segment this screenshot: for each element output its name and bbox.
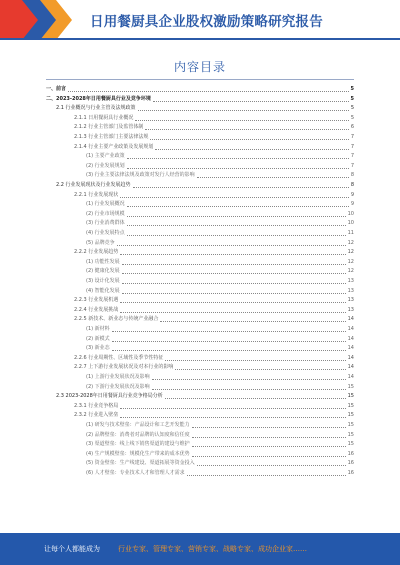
toc-entry-text: 2.2.7 上下游行业发展状况及对本行业的影响 <box>74 364 174 371</box>
toc-leader-dots <box>175 369 345 370</box>
page-footer <box>0 533 400 565</box>
toc-entry[interactable] <box>74 306 354 315</box>
toc-entry-page: 14 <box>347 326 354 332</box>
toc-entry-text: 2.3.2 行业进入壁垒 <box>74 412 119 419</box>
toc-leader-dots <box>187 475 346 476</box>
toc-entry[interactable] <box>86 335 354 344</box>
header-divider <box>0 38 400 40</box>
toc-entry[interactable] <box>74 296 354 305</box>
toc-entry-page: 15 <box>347 402 354 409</box>
toc-entry-text: 二、2023-2028年日用餐厨具行业及竞争环境 <box>46 95 151 102</box>
toc-entry-page: 10 <box>347 220 354 227</box>
toc-leader-dots <box>165 398 346 399</box>
toc-leader-dots <box>197 465 346 466</box>
toc-entry[interactable] <box>86 440 354 449</box>
toc-entry-text: (1) 上游行业发展状况及影响 <box>86 374 150 380</box>
toc-entry-page: 16 <box>347 470 354 476</box>
toc-entry-page: 13 <box>347 287 354 294</box>
toc-entry[interactable] <box>86 229 354 238</box>
toc-leader-dots <box>197 177 349 178</box>
toc-leader-dots <box>127 206 349 207</box>
toc-leader-dots <box>192 427 346 428</box>
toc-entry-text: (4) 行业发展特点 <box>86 230 125 236</box>
toc-entry[interactable] <box>74 114 354 123</box>
toc-entry[interactable] <box>74 248 354 257</box>
toc-entry-page: 12 <box>347 239 354 246</box>
toc-entry-text: (3) 新业态 <box>86 345 110 352</box>
toc-leader-dots <box>117 245 346 246</box>
toc-entry-page: 12 <box>347 268 354 275</box>
toc-entry-page: 15 <box>347 422 354 428</box>
toc-entry[interactable] <box>86 287 354 296</box>
toc-entry-page: 5 <box>350 86 354 92</box>
toc-entry[interactable] <box>56 104 354 113</box>
toc-leader-dots <box>120 312 345 313</box>
toc-entry-text: (2) 品牌壁垒：消费者对品牌的认知度和信任度 <box>86 431 190 438</box>
toc-entry-text: (2) 健康化发展 <box>86 268 120 275</box>
toc-entry-text: (6) 人才壁垒：专业技术人才和管理人才需求 <box>86 470 185 476</box>
toc-entry-page: 7 <box>350 153 354 160</box>
toc-entry[interactable] <box>74 133 354 142</box>
toc-entry-page: 15 <box>347 441 354 448</box>
toc-leader-dots <box>127 225 346 226</box>
toc-leader-dots <box>192 456 346 457</box>
toc-entry-page: 14 <box>347 316 354 323</box>
toc-entry[interactable] <box>86 171 354 180</box>
toc-entry-text: 2.1.3 行业主管部门主要法律法规 <box>74 134 149 140</box>
toc-entry-page: 9 <box>350 191 354 198</box>
toc-leader-dots <box>112 350 346 351</box>
toc-entry[interactable] <box>86 325 354 334</box>
toc-entry-text: (5) 资金壁垒：生产线建设、渠道拓展等资金投入 <box>86 460 195 467</box>
toc-entry[interactable] <box>86 469 354 478</box>
toc-entry-text: (2) 行业发展规划 <box>86 162 125 169</box>
toc-entry-page: 8 <box>350 172 354 179</box>
toc-entry-page: 5 <box>350 114 354 121</box>
toc-leader-dots <box>120 408 345 409</box>
toc-entry-page: 8 <box>350 182 354 188</box>
toc-entry-page: 6 <box>350 124 354 131</box>
toc-entry-text: (1) 行业发展概况 <box>86 201 125 208</box>
toc-entry[interactable] <box>86 450 354 459</box>
toc-entry-page: 5 <box>350 105 354 112</box>
toc-leader-dots <box>138 110 349 111</box>
toc-leader-dots <box>122 264 346 265</box>
toc-leader-dots <box>133 187 349 188</box>
toc-entry-page: 15 <box>347 383 354 390</box>
toc-entry-text: 2.1.1 日用餐厨具行业概况 <box>74 114 134 121</box>
toc-entry[interactable] <box>86 239 354 248</box>
toc-entry-text: (2) 行业市场规模 <box>86 210 125 217</box>
toc-entry-page: 16 <box>347 460 354 467</box>
brand-logo <box>0 0 72 40</box>
toc-entry[interactable] <box>74 315 354 324</box>
toc-leader-dots <box>135 120 348 121</box>
toc-entry-page: 9 <box>350 201 354 208</box>
toc-entry[interactable] <box>74 363 354 372</box>
toc-entry-text: 2.2 行业发展现状及行业发展趋势 <box>56 182 131 188</box>
toc-entry-page: 16 <box>347 450 354 457</box>
toc-leader-dots <box>112 341 346 342</box>
toc-entry-page: 15 <box>347 393 354 400</box>
toc-entry[interactable] <box>46 95 354 104</box>
toc-leader-dots <box>155 149 348 150</box>
toc-entry-page: 7 <box>350 134 354 140</box>
toc-entry-page: 7 <box>350 143 354 150</box>
toc-entry[interactable] <box>86 162 354 171</box>
toc-leader-dots <box>127 235 346 236</box>
toc-entry-text: (1) 新材料 <box>86 326 110 332</box>
footer-cta: 让每个人都能成为 <box>44 545 100 553</box>
toc-leader-dots <box>120 254 345 255</box>
toc-leader-dots <box>165 360 345 361</box>
toc-entry[interactable] <box>56 181 354 190</box>
toc-leader-dots <box>127 158 349 159</box>
footer-services: 行业专家、管理专家、营销专家、战略专家、成功企业家…… <box>118 545 307 553</box>
toc-leader-dots <box>153 101 349 102</box>
toc-entry[interactable] <box>74 191 354 200</box>
toc-leader-dots <box>152 389 346 390</box>
toc-entry-text: (4) 智能化发展 <box>86 287 120 294</box>
toc-title-divider <box>46 79 354 80</box>
toc-entry[interactable] <box>46 85 354 94</box>
toc-entry-text: 2.3.1 行业竞争格局 <box>74 402 119 409</box>
toc-entry[interactable] <box>86 344 354 353</box>
toc-entry[interactable] <box>74 123 354 132</box>
toc-entry[interactable] <box>86 373 354 382</box>
toc-entry-text: (3) 设计化发展 <box>86 278 120 284</box>
toc-entry-page: 13 <box>347 306 354 313</box>
toc-title: 内容目录 <box>173 60 226 74</box>
toc-entry-page: 15 <box>347 431 354 438</box>
toc-entry-page: 13 <box>347 297 354 304</box>
toc-leader-dots <box>120 302 345 303</box>
toc-entry-text: 2.2.4 行业发展挑战 <box>74 306 119 313</box>
toc-entry-text: (4) 生产规模壁垒：规模化生产带来的成本优势 <box>86 450 190 457</box>
toc-entry[interactable] <box>86 219 354 228</box>
toc-leader-dots <box>68 91 349 92</box>
toc-entry-page: 11 <box>347 230 354 236</box>
toc-entry-page: 5 <box>350 95 354 102</box>
toc-leader-dots <box>192 437 346 438</box>
toc-entry-text: (3) 行业主要法律法规及政策对发行人经营的影响 <box>86 172 195 179</box>
toc-entry[interactable] <box>74 402 354 411</box>
toc-leader-dots <box>152 379 346 380</box>
toc-entry-text: (3) 渠道壁垒：线上线下销售渠道的建设与维护 <box>86 441 190 448</box>
toc-entry-text: 2.3 2023-2028年日用餐厨具行业竞争格局分析 <box>56 393 163 400</box>
toc-entry-text: 2.1.2 行业主管部门及监管体制 <box>74 124 144 131</box>
toc-entry[interactable] <box>86 459 354 468</box>
toc-leader-dots <box>192 446 346 447</box>
toc-entry[interactable] <box>86 431 354 440</box>
toc-entry-page: 14 <box>347 354 354 361</box>
toc-leader-dots <box>120 417 345 418</box>
toc-entry-text: (1) 主要产业政策 <box>86 153 125 160</box>
toc-entry-text: 2.1.4 行业主要产业政策及发展规划 <box>74 143 154 150</box>
toc-entry[interactable] <box>86 152 354 161</box>
toc-leader-dots <box>150 139 348 140</box>
toc-leader-dots <box>127 216 346 217</box>
toc-leader-dots <box>122 273 346 274</box>
toc-leader-dots <box>127 168 349 169</box>
toc-entry[interactable] <box>86 421 354 430</box>
toc-entry-text: 2.2.3 行业发展机遇 <box>74 297 119 304</box>
toc-entry-text: (2) 新模式 <box>86 335 110 342</box>
toc-entry[interactable] <box>56 392 354 401</box>
toc-entry[interactable] <box>74 354 354 363</box>
toc-leader-dots <box>160 321 345 322</box>
toc-entry-page: 14 <box>347 364 354 371</box>
report-title: 日用餐厨具企业股权激励策略研究报告 <box>90 14 323 30</box>
toc-entry-text: 2.1 行业概况与行业主管及法规政策 <box>56 105 136 112</box>
page-header <box>0 0 400 40</box>
toc-entry-page: 14 <box>347 345 354 352</box>
toc-entry-text: 2.2.5 新技术、新业态与传统产业融合 <box>74 316 159 323</box>
toc-entry[interactable] <box>74 411 354 420</box>
toc-leader-dots <box>112 331 346 332</box>
toc-entry-page: 14 <box>347 374 354 380</box>
toc-entry-page: 10 <box>347 210 354 217</box>
toc-entry-text: (1) 功能性发展 <box>86 258 120 265</box>
toc-entry-text: 一、前言 <box>46 86 67 92</box>
toc-entry[interactable] <box>86 210 354 219</box>
toc-entry-text: (5) 品牌竞争 <box>86 239 115 246</box>
toc-entry-page: 14 <box>347 335 354 342</box>
toc-entry-page: 7 <box>350 162 354 169</box>
toc-entry[interactable] <box>86 267 354 276</box>
toc-entry[interactable] <box>86 258 354 267</box>
toc-entry-page: 12 <box>347 249 354 256</box>
toc-leader-dots <box>145 129 348 130</box>
toc-entry-text: (2) 下游行业发展状况及影响 <box>86 383 150 390</box>
toc-leader-dots <box>120 197 349 198</box>
toc-entry-text: (3) 行业消费群体 <box>86 220 125 227</box>
toc-leader-dots <box>122 293 346 294</box>
toc-entry-text: 2.2.1 行业发展现状 <box>74 191 119 198</box>
toc-entry-text: 2.2.6 行业周期性、区域性及季节性特征 <box>74 354 164 361</box>
toc-entry[interactable] <box>86 383 354 392</box>
toc-entry-text: 2.2.2 行业发展趋势 <box>74 249 119 256</box>
toc-entry-page: 15 <box>347 412 354 419</box>
toc-entry[interactable] <box>86 277 354 286</box>
toc-entry-page: 12 <box>347 258 354 265</box>
toc-entry[interactable] <box>74 143 354 152</box>
toc-entry-text: (1) 研发与技术壁垒：产品设计和工艺开发能力 <box>86 422 190 428</box>
toc-leader-dots <box>122 283 346 284</box>
toc-entry[interactable] <box>86 200 354 209</box>
toc-entry-page: 13 <box>347 278 354 284</box>
